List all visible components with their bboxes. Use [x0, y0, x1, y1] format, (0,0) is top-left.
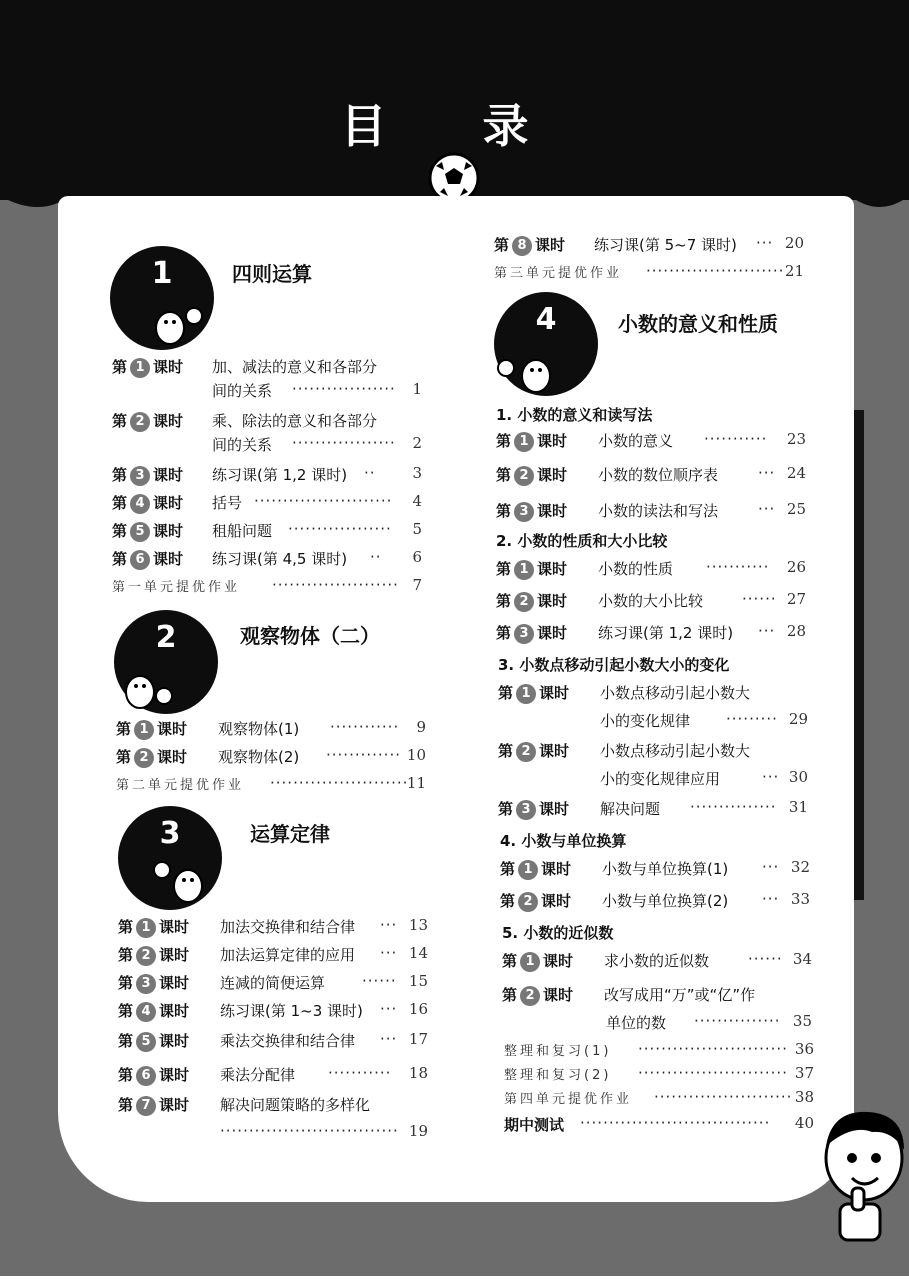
lesson-prefix: 第 — [112, 494, 128, 512]
page-number: 37 — [794, 1064, 814, 1082]
extra-label: 整理和复习(2) — [504, 1068, 612, 1083]
section-title: 3. 小数点移动引起小数大小的变化 — [498, 656, 730, 674]
page-number: 31 — [788, 798, 808, 816]
lesson-prefix: 第 — [118, 918, 134, 936]
lesson-prefix: 第 — [118, 1066, 134, 1084]
mascot-icon — [148, 298, 204, 350]
unit-number: 4 — [535, 302, 557, 337]
toc-entry[interactable]: 第 2 课时 小数与单位换算(2) ··· 33 — [500, 890, 810, 910]
toc-entry[interactable]: 第 2 课时 观察物体(2) ············· 10 — [116, 746, 426, 766]
lesson-number-badge: 2 — [130, 412, 150, 432]
lesson-suffix: 课时 — [537, 624, 568, 642]
extra-label: 整理和复习(1) — [504, 1044, 612, 1059]
lesson-number-badge: 8 — [512, 236, 532, 256]
lesson-title: 乘法交换律和结合律 — [220, 1032, 356, 1050]
homework-label: 第四单元提优作业 — [504, 1092, 633, 1107]
lesson-suffix: 课时 — [159, 974, 190, 992]
toc-entry[interactable]: 第 4 课时 括号 ························ 4 — [112, 492, 422, 512]
lesson-prefix: 第 — [118, 1096, 134, 1114]
lesson-title: 求小数的近似数 — [604, 952, 710, 970]
toc-entry[interactable] — [502, 984, 812, 1008]
page-number: 17 — [408, 1030, 428, 1048]
lesson-prefix: 第 — [118, 974, 134, 992]
lesson-prefix: 第 — [498, 800, 514, 818]
lesson-title: 练习课(第 4,5 课时) — [212, 550, 348, 568]
lesson-prefix: 第 — [498, 684, 514, 702]
lesson-number-badge: 2 — [516, 742, 536, 762]
lesson-title: 练习课(第 5~7 课时) — [594, 236, 737, 254]
lesson-suffix: 课时 — [153, 522, 184, 540]
lesson-title: 解决问题策略的多样化 — [220, 1096, 371, 1114]
toc-entry[interactable]: 第 6 课时 乘法分配律 ··········· 18 — [118, 1064, 428, 1084]
toc-entry-cont[interactable]: 间的关系 ·················· 1 — [212, 380, 422, 400]
lesson-number-badge: 1 — [136, 918, 156, 938]
homework-label: 第二单元提优作业 — [116, 778, 245, 793]
lesson-number-badge: 3 — [136, 974, 156, 994]
lesson-number-badge: 2 — [136, 946, 156, 966]
lesson-suffix: 课时 — [539, 742, 570, 760]
lesson-suffix: 课时 — [159, 1096, 190, 1114]
page-number: 23 — [786, 430, 806, 448]
toc-extra[interactable]: 整理和复习(1) ·························· 36 — [504, 1040, 814, 1059]
lesson-title: 练习课(第 1,2 课时) — [212, 466, 348, 484]
lesson-prefix: 第 — [494, 236, 510, 254]
lesson-suffix: 课时 — [537, 592, 568, 610]
lesson-title: 连减的简便运算 — [220, 974, 326, 992]
lesson-title: 小数的数位顺序表 — [598, 466, 719, 484]
toc-entry[interactable]: 第 3 课时 练习课(第 1,2 课时) ·· 3 — [112, 464, 422, 484]
page-number: 20 — [784, 234, 804, 252]
page-number: 35 — [792, 1012, 812, 1030]
midterm-label: 期中测试 — [504, 1116, 565, 1134]
page-number: 32 — [790, 858, 810, 876]
lesson-number-badge: 2 — [518, 892, 538, 912]
lesson-suffix: 课时 — [541, 892, 572, 910]
page-number: 6 — [412, 548, 422, 566]
lesson-prefix: 第 — [496, 624, 512, 642]
lesson-number-badge: 1 — [134, 720, 154, 740]
toc-extra[interactable]: 整理和复习(2) ·························· 37 — [504, 1064, 814, 1083]
page-number: 40 — [794, 1114, 814, 1132]
toc-homework[interactable]: 第一单元提优作业 ······················ 7 — [112, 576, 422, 595]
homework-label: 第三单元提优作业 — [494, 266, 623, 281]
lesson-prefix: 第 — [498, 742, 514, 760]
lesson-title: 小的变化规律 — [600, 712, 691, 730]
unit-4-title: 小数的意义和性质 — [618, 312, 778, 336]
lesson-prefix: 第 — [112, 466, 128, 484]
unit-number: 3 — [159, 816, 181, 851]
lesson-suffix: 课时 — [153, 550, 184, 568]
page-number: 13 — [408, 916, 428, 934]
mascot-icon — [496, 346, 552, 398]
lesson-suffix: 课时 — [153, 412, 184, 430]
lesson-title: 小数点移动引起小数大 — [600, 742, 751, 760]
toc-entry[interactable]: 第 1 课时 小数与单位换算(1) ··· 32 — [500, 858, 810, 878]
unit-number: 2 — [155, 620, 177, 655]
lesson-number-badge: 1 — [516, 684, 536, 704]
page-number: 19 — [408, 1122, 428, 1140]
mascot-icon — [150, 856, 206, 908]
page-number: 38 — [794, 1088, 814, 1106]
lesson-number-badge: 1 — [514, 560, 534, 580]
toc-entry-cont[interactable]: ······························· 19 — [220, 1122, 428, 1140]
lesson-suffix: 课时 — [159, 946, 190, 964]
lesson-number-badge: 6 — [136, 1066, 156, 1086]
lesson-title: 加法运算定律的应用 — [220, 946, 356, 964]
lesson-suffix: 课时 — [159, 918, 190, 936]
lesson-title: 租船问题 — [212, 522, 273, 540]
page-number: 16 — [408, 1000, 428, 1018]
lesson-suffix: 课时 — [537, 560, 568, 578]
lesson-title: 小数的意义 — [598, 432, 674, 450]
lesson-title: 加、减法的意义和各部分 — [212, 358, 378, 376]
toc-entry[interactable]: 第 6 课时 练习课(第 4,5 课时) ·· 6 — [112, 548, 422, 568]
page-number: 10 — [406, 746, 426, 764]
lesson-title: 小数的大小比较 — [598, 592, 704, 610]
page-number: 28 — [786, 622, 806, 640]
lesson-number-badge: 6 — [130, 550, 150, 570]
lesson-suffix: 课时 — [153, 494, 184, 512]
lesson-prefix: 第 — [118, 1032, 134, 1050]
mascot-icon — [118, 662, 174, 714]
lesson-number-badge: 5 — [130, 522, 150, 542]
lesson-prefix: 第 — [496, 560, 512, 578]
lesson-prefix: 第 — [112, 412, 128, 430]
lesson-title: 小数点移动引起小数大 — [600, 684, 751, 702]
lesson-number-badge: 3 — [514, 624, 534, 644]
lesson-title: 练习课(第 1~3 课时) — [220, 1002, 363, 1020]
lesson-title: 间的关系 — [212, 382, 273, 400]
lesson-number-badge: 2 — [514, 592, 534, 612]
lesson-number-badge: 1 — [518, 860, 538, 880]
toc-entry[interactable]: 第 1 课时 加法交换律和结合律 ··· 13 — [118, 916, 428, 936]
lesson-number-badge: 3 — [514, 502, 534, 522]
toc-entry[interactable]: 第 3 课时 连减的简便运算 ······ 15 — [118, 972, 428, 992]
page-number: 7 — [412, 576, 422, 594]
toc-entry[interactable]: 第 2 课时 小数的数位顺序表 ··· 24 — [496, 464, 806, 484]
lesson-suffix: 课时 — [153, 466, 184, 484]
lesson-suffix: 课时 — [539, 800, 570, 818]
toc-entry[interactable]: 第 1 课时 小数的意义 ··········· 23 — [496, 430, 806, 450]
toc-entry[interactable]: 第 5 课时 租船问题 ·················· 5 — [112, 520, 422, 540]
lesson-number-badge: 2 — [134, 748, 154, 768]
page-title: 目 录 — [340, 99, 569, 153]
lesson-prefix: 第 — [500, 860, 516, 878]
toc-entry[interactable]: 第 3 课时 小数的读法和写法 ··· 25 — [496, 500, 806, 520]
lesson-suffix: 课时 — [543, 952, 574, 970]
lesson-number-badge: 1 — [514, 432, 534, 452]
lesson-suffix: 课时 — [535, 236, 566, 254]
lesson-title: 观察物体(1) — [218, 720, 300, 738]
toc-entry[interactable]: 第 5 课时 乘法交换律和结合律 ··· 17 — [118, 1030, 428, 1050]
toc-entry[interactable] — [118, 1094, 428, 1118]
lesson-suffix: 课时 — [537, 432, 568, 450]
lesson-prefix: 第 — [118, 1002, 134, 1020]
lesson-suffix: 课时 — [159, 1002, 190, 1020]
bottom-edge — [0, 1276, 909, 1286]
lesson-prefix: 第 — [500, 892, 516, 910]
toc-entry[interactable]: 第 2 课时 小数的大小比较 ······ 27 — [496, 590, 806, 610]
lesson-suffix: 课时 — [541, 860, 572, 878]
section-title: 2. 小数的性质和大小比较 — [496, 532, 668, 550]
lesson-title: 乘、除法的意义和各部分 — [212, 412, 378, 430]
toc-entry[interactable]: 第 8 课时 练习课(第 5~7 课时) ··· 20 — [494, 234, 804, 254]
lesson-number-badge: 3 — [516, 800, 536, 820]
lesson-number-badge: 1 — [520, 952, 540, 972]
toc-entry[interactable]: 第 1 课时 小数的性质 ··········· 26 — [496, 558, 806, 578]
section-title: 1. 小数的意义和读写法 — [496, 406, 653, 424]
lesson-title: 括号 — [212, 494, 243, 512]
lesson-title: 加法交换律和结合律 — [220, 918, 356, 936]
lesson-title: 间的关系 — [212, 436, 273, 454]
lesson-prefix: 第 — [496, 502, 512, 520]
page-number: 15 — [408, 972, 428, 990]
toc-midterm[interactable]: 期中测试 ································· 40 — [504, 1114, 814, 1134]
page-number: 27 — [786, 590, 806, 608]
page-number: 1 — [412, 380, 422, 398]
homework-label: 第一单元提优作业 — [112, 580, 241, 595]
toc-entry-cont[interactable]: 小的变化规律 ········· 29 — [600, 710, 808, 730]
toc-entry[interactable]: 第 3 课时 练习课(第 1,2 课时) ··· 28 — [496, 622, 806, 642]
lesson-title: 改写成用“万”或“亿”作 — [604, 986, 756, 1004]
lesson-prefix: 第 — [502, 952, 518, 970]
lesson-suffix: 课时 — [539, 684, 570, 702]
lesson-suffix: 课时 — [159, 1066, 190, 1084]
toc-entry[interactable]: 第 1 课时 观察物体(1) ············ 9 — [116, 718, 426, 738]
page-number: 2 — [412, 434, 422, 452]
toc-entry[interactable] — [498, 682, 808, 706]
toc-entry-cont[interactable]: 单位的数 ··············· 35 — [606, 1012, 812, 1032]
lesson-number-badge: 4 — [136, 1002, 156, 1022]
toc-homework[interactable]: 第三单元提优作业 ························ 21 — [494, 262, 804, 281]
lesson-number-badge: 5 — [136, 1032, 156, 1052]
lesson-prefix: 第 — [112, 358, 128, 376]
toc-homework[interactable]: 第二单元提优作业 ························ 11 — [116, 774, 426, 793]
lesson-number-badge: 7 — [136, 1096, 156, 1116]
toc-homework[interactable]: 第四单元提优作业 ························ 38 — [504, 1088, 814, 1107]
lesson-suffix: 课时 — [157, 748, 188, 766]
page-number: 26 — [786, 558, 806, 576]
cartoon-kid-icon — [812, 1100, 909, 1250]
page-number: 14 — [408, 944, 428, 962]
toc-entry[interactable]: 第 2 课时 加法运算定律的应用 ··· 14 — [118, 944, 428, 964]
lesson-title: 小数的读法和写法 — [598, 502, 719, 520]
toc-entry[interactable]: 第 3 课时 解决问题 ··············· 31 — [498, 798, 808, 818]
lesson-prefix: 第 — [116, 748, 132, 766]
lesson-title: 解决问题 — [600, 800, 661, 818]
toc-entry[interactable]: 第 4 课时 练习课(第 1~3 课时) ··· 16 — [118, 1000, 428, 1020]
unit-1-title: 四则运算 — [232, 262, 312, 286]
lesson-suffix: 课时 — [157, 720, 188, 738]
unit-2-title: 观察物体（二） — [240, 624, 380, 648]
lesson-title: 小数的性质 — [598, 560, 674, 578]
unit-3-title: 运算定律 — [250, 822, 330, 846]
lesson-prefix: 第 — [496, 592, 512, 610]
page-number: 21 — [784, 262, 804, 280]
section-title: 5. 小数的近似数 — [502, 924, 614, 942]
toc-entry[interactable] — [498, 740, 808, 764]
toc-entry-cont[interactable]: 小的变化规律应用 ··· 30 — [600, 768, 808, 788]
lesson-title: 观察物体(2) — [218, 748, 300, 766]
lesson-prefix: 第 — [502, 986, 518, 1004]
lesson-prefix: 第 — [112, 550, 128, 568]
page-number: 5 — [412, 520, 422, 538]
lesson-prefix: 第 — [116, 720, 132, 738]
lesson-prefix: 第 — [496, 432, 512, 450]
lesson-suffix: 课时 — [159, 1032, 190, 1050]
lesson-title: 小的变化规律应用 — [600, 770, 721, 788]
page-number: 4 — [412, 492, 422, 510]
lesson-number-badge: 3 — [130, 466, 150, 486]
lesson-prefix: 第 — [118, 946, 134, 964]
lesson-title: 小数与单位换算(2) — [602, 892, 729, 910]
lesson-number-badge: 4 — [130, 494, 150, 514]
page-number: 3 — [412, 464, 422, 482]
lesson-suffix: 课时 — [153, 358, 184, 376]
lesson-title: 小数与单位换算(1) — [602, 860, 729, 878]
page-number: 9 — [416, 718, 426, 736]
lesson-prefix: 第 — [496, 466, 512, 484]
lesson-suffix: 课时 — [537, 466, 568, 484]
lesson-title: 乘法分配律 — [220, 1066, 296, 1084]
lesson-number-badge: 2 — [514, 466, 534, 486]
page-number: 34 — [792, 950, 812, 968]
lesson-suffix: 课时 — [537, 502, 568, 520]
toc-entry[interactable] — [112, 410, 422, 434]
page-number: 25 — [786, 500, 806, 518]
section-title: 4. 小数与单位换算 — [500, 832, 627, 850]
lesson-title: 练习课(第 1,2 课时) — [598, 624, 734, 642]
lesson-suffix: 课时 — [543, 986, 574, 1004]
toc-entry[interactable]: 第 1 课时 求小数的近似数 ······ 34 — [502, 950, 812, 970]
toc-entry-cont[interactable]: 间的关系 ·················· 2 — [212, 434, 422, 454]
lesson-number-badge: 1 — [130, 358, 150, 378]
page-number: 33 — [790, 890, 810, 908]
page-number: 30 — [788, 768, 808, 786]
toc-entry[interactable] — [112, 356, 422, 380]
lesson-number-badge: 2 — [520, 986, 540, 1006]
page-number: 36 — [794, 1040, 814, 1058]
lesson-title: 单位的数 — [606, 1014, 667, 1032]
page-number: 29 — [788, 710, 808, 728]
lesson-prefix: 第 — [112, 522, 128, 540]
unit-number: 1 — [151, 256, 173, 291]
page-number: 24 — [786, 464, 806, 482]
page-number: 11 — [406, 774, 426, 792]
page-number: 18 — [408, 1064, 428, 1082]
